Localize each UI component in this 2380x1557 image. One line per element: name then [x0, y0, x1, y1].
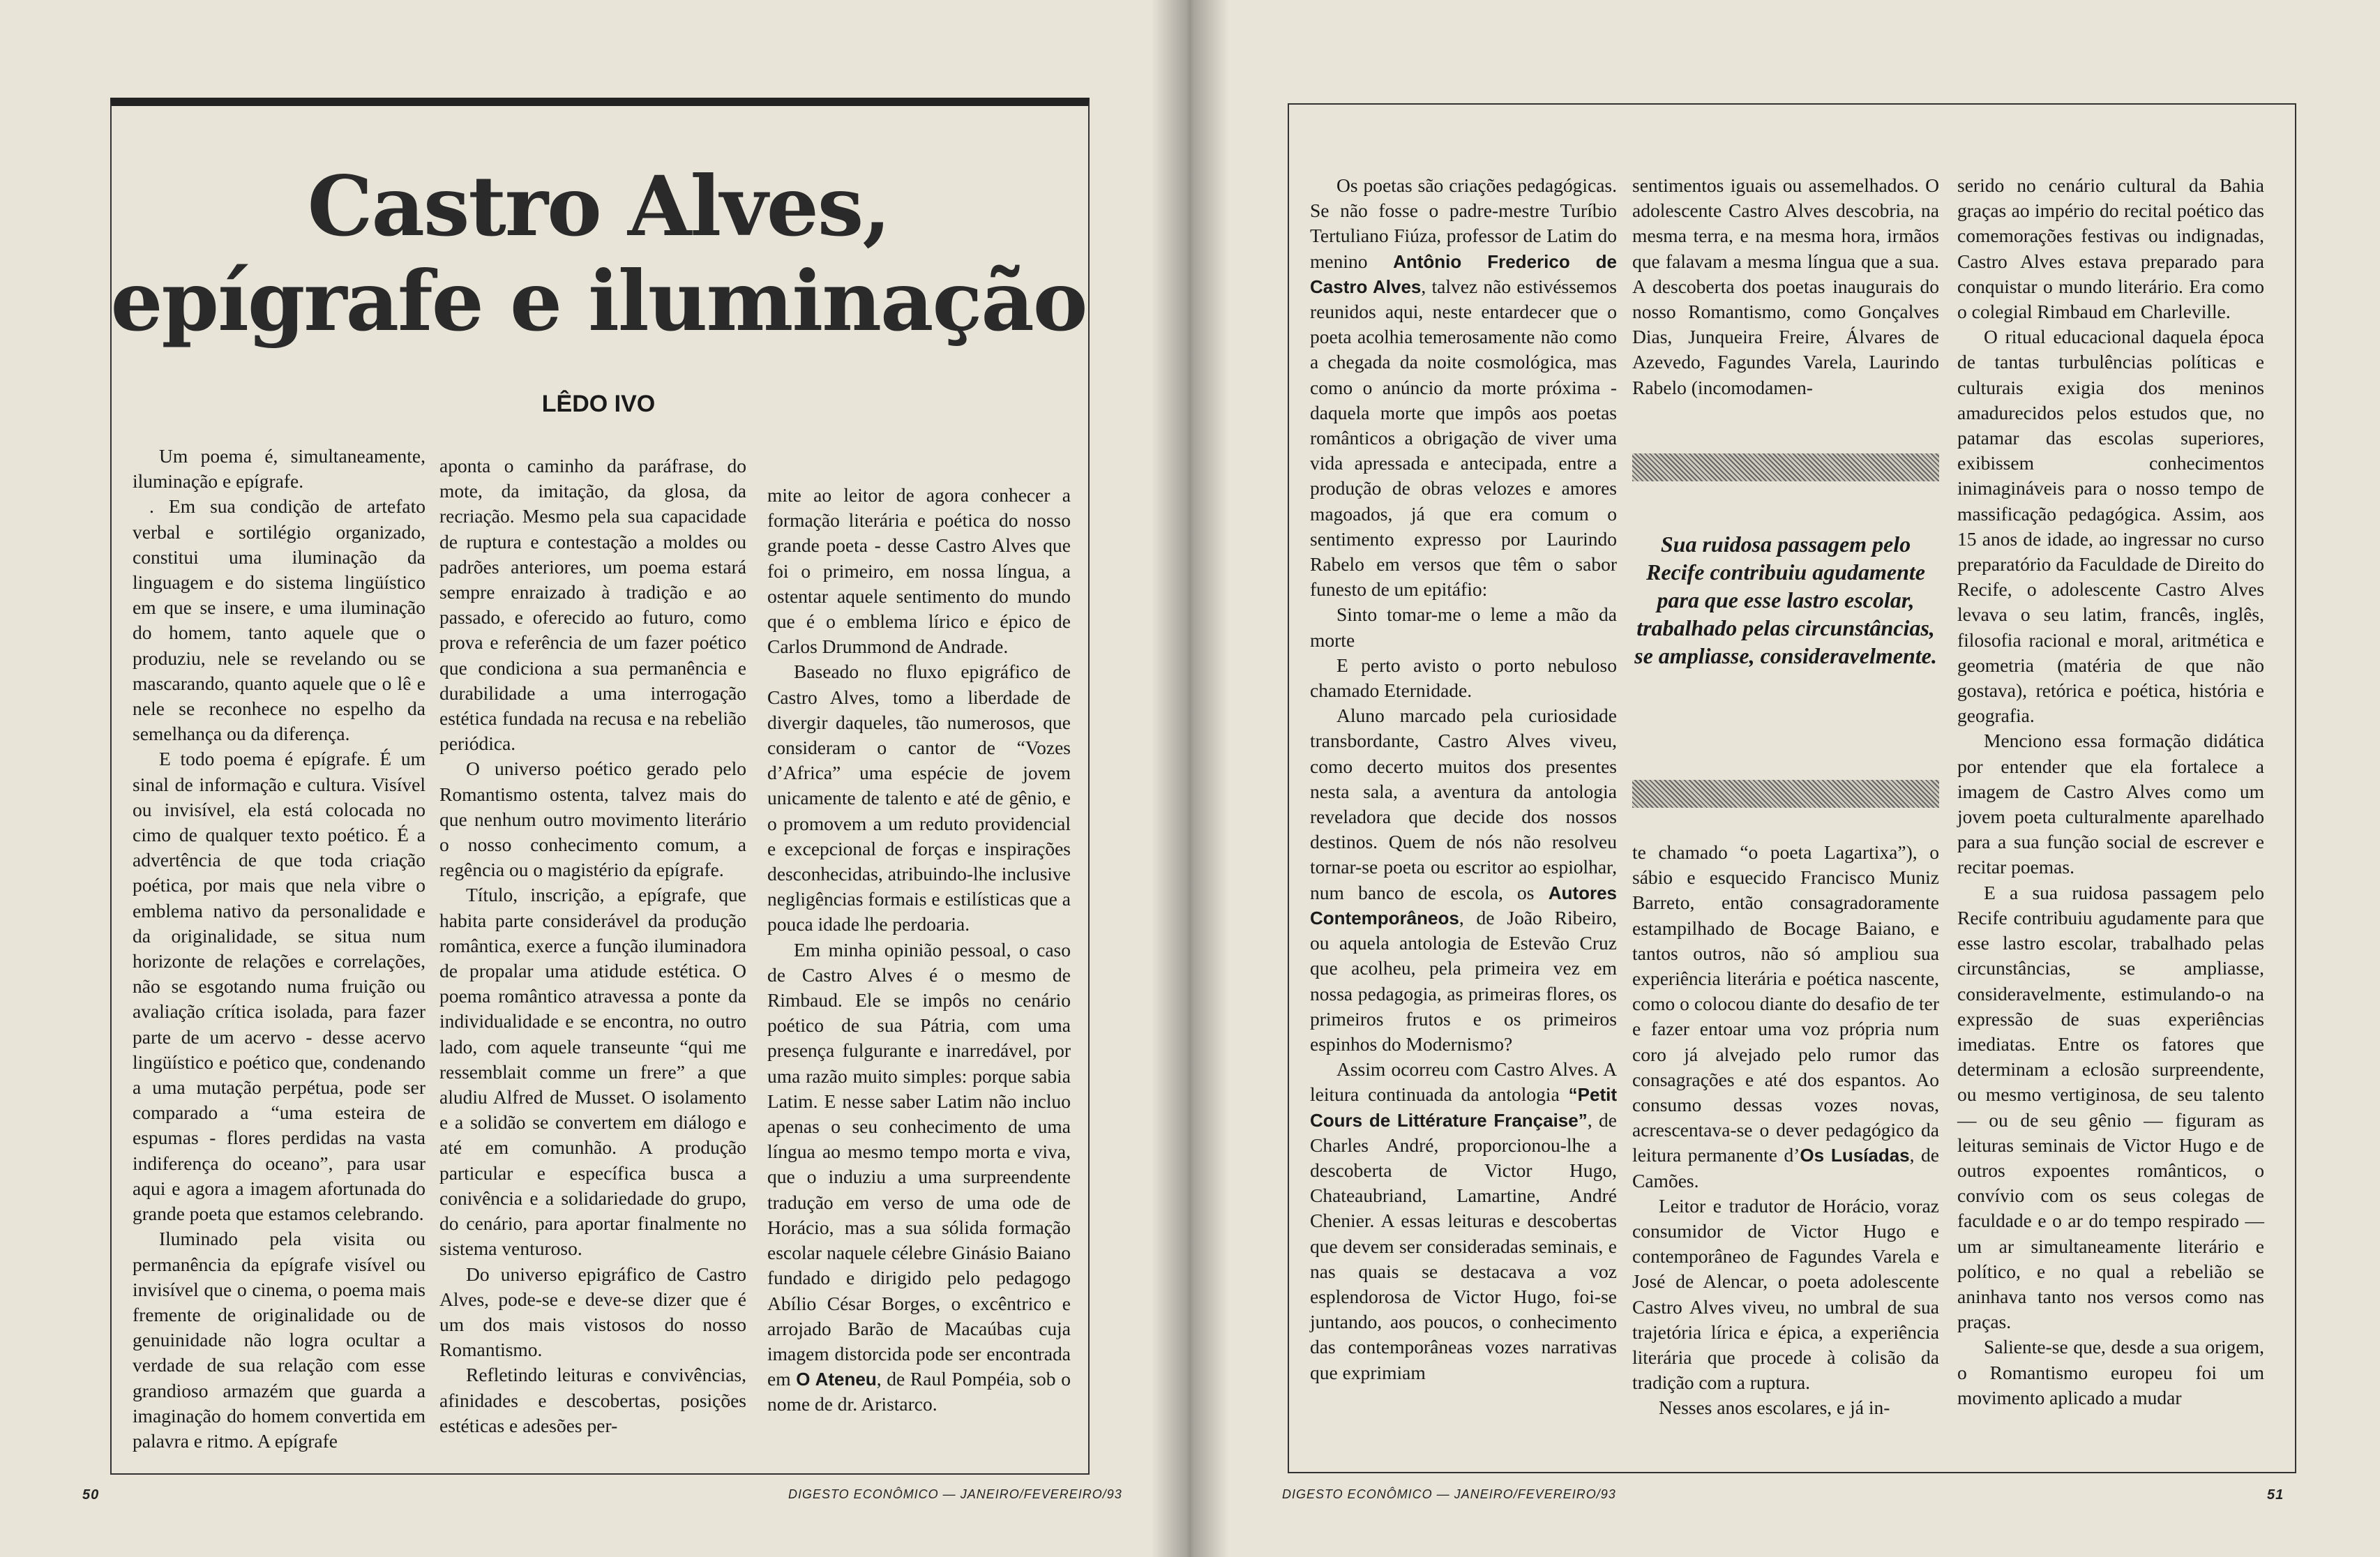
- paragraph: Nesses anos escolares, e já in-: [1659, 1397, 1890, 1419]
- paragraph: sentimentos iguais ou assemelhados. O adolescente Castro Alves descobria, na mesma terra, e na mesma hora, irmãos que falavam a mesma língua que a sua. A descoberta dos poetas inaugurais do nosso Romantismo, como Gonçalves Dias, Junqueira Freire, Álvares de Azevedo, Fagundes Varela, Laurindo Rabelo (incomodamen-: [1632, 174, 1939, 398]
- paragraph: [1632, 840, 1939, 1194]
- paragraph: Título, inscrição, a epígrafe, que habita parte considerável da produção romântica, exerce a função iluminadora de propalar uma atidude estética. O poema romântico atravessa a ponte da individualidade e se encontra, no outro lado, com aquele transeunte “qui me ressemblait comme un frere” a que aludiu Alfred de Musset. O isolamento e a solidão se convertem em diálogo e até em comunhão. A produção particular e específica busca a conivência e a solidariedade do grupo, do cenário, para aportar finalmente no sistema venturoso.: [439, 884, 746, 1260]
- title-line-2: epígrafe e iluminação: [110, 253, 1087, 349]
- paragraph: Refletindo leituras e convivências, afinidades e descobertas, posições estéticas e adesões per-: [439, 1364, 746, 1436]
- text-run: , de Charles André, proporcionou-lhe a descoberta de Victor Hugo, Chateaubriand, Lamartine, André Chenier. A essas leituras e descobertas que devem ser consideradas seminais, e nas quais se destacava a voz esplendorosa de Victor Hugo, foi-se juntando, aos poucos, o conhecimento das contemporâneas vozes narrativas que exprimiam: [1310, 1108, 1617, 1383]
- text-run: , de João Ribeiro, ou aquela antologia de Estevão Cruz que acolheu, pela primeira vez em nossa pedagogia, as primeiras flores, os primeiros frutos e os primeiros espinhos do Modernismo?: [1310, 906, 1617, 1055]
- paragraph: mite ao leitor de agora conhecer a formação literária e poética do nosso grande poeta - desse Castro Alves que foi o primeiro, em nossa língua, a ostentar aquele sentimento do mundo que é o emblema lírico e épico de Carlos Drummond de Andrade.: [767, 484, 1071, 658]
- page-number-left: 50: [82, 1487, 100, 1503]
- verse-line: Sinto tomar-me o leme a mão da morte: [1310, 603, 1617, 651]
- paragraph: . Em sua condição de artefato verbal e sortilégio organizado, constitui uma iluminação da linguagem e do sistema lingüístico em que se insere, e uma iluminação do homem, tanto aquele que o produziu, nele se revelando ou se mascarando, quanto aquele que o lê e nele se reconhece no espelho da semelhança ou da diferença.: [133, 495, 425, 745]
- left-column-1: [133, 444, 425, 1454]
- paragraph: Saliente-se que, desde a sua origem, o Romantismo europeu foi um movimento aplicado a mudar: [1957, 1336, 2264, 1408]
- text-run: Assim ocorreu com Castro Alves. A leitura continuada da antologia: [1310, 1058, 1617, 1106]
- text-run: te chamado “o poeta Lagartixa”), o sábio e esquecido Francisco Muniz Barreto, então consagradoramente estampilhado de Bocage Baiano, e tantos outros, não só ampliou sua experiência literária e poética nascente, como o colocou diante do desafio de ter e fazer entoar uma voz própria num coro já alvejado pelo rumor das consagrações e até dos espantos. Ao consumo dessas vozes novas, acrescentava-se o dever pedagógico da leitura permanente d’: [1632, 841, 1939, 1166]
- book-title: O Ateneu: [796, 1369, 877, 1390]
- book-title: Autores Contemporâneos: [1310, 882, 1618, 928]
- text-run: Aluno marcado pela curiosidade transbordante, Castro Alves viveu, como decerto muitos dos presentes nesta sala, a aventura da antologia reveladora que decide dos nossos destinos. Quem de nós não resolveu tornar-se poeta ou escritor ao espiolhar, num banco de escola, os: [1310, 705, 1617, 903]
- title-line-1: Castro Alves,: [307, 158, 890, 255]
- text-run: Os poetas são criações pedagógicas. Se não fosse o padre-mestre Turíbio Tertuliano Fiúza, professor de Latim do menino: [1310, 174, 1617, 272]
- book-title: “Petit Cours de Littérature Française”: [1310, 1084, 1617, 1131]
- right-column-3: [1957, 173, 2264, 1411]
- pull-quote-text: Sua ruidosa passagem pelo Recife contribuiu agudamente para que esse lastro escolar, trabalhado pelas circunstâncias, se ampliasse, consideravelmente.: [1634, 532, 1937, 668]
- paragraph: [1310, 173, 1617, 602]
- verse-line: E perto avisto o porto nebuloso chamado Eternidade.: [1310, 654, 1617, 702]
- article-title: [110, 159, 1087, 349]
- book-title: Os Lusíadas: [1800, 1145, 1910, 1166]
- left-column-3: [767, 483, 1071, 1417]
- book-gutter-shadow: [1151, 0, 1229, 1557]
- left-column-2: [439, 453, 746, 1438]
- paragraph: Baseado no fluxo epigráfico de Castro Alves, tomo a liberdade de divergir daqueles, tão numerosos, que consideram o cantor de “Vozes d’Africa” uma espécie de jovem unicamente de talento e até de gênio, e o promovem a um reduto providencial e excepcional de forças e inspirações desconhecidas, atribuindo-lhe inclusive negligências formais e estilísticas que a pouca idade lhe perdoaria.: [767, 661, 1071, 935]
- paragraph: O universo poético gerado pelo Romantismo ostenta, talvez mais do que nenhum outro movimento literário o nosso conhecimento comum, a regência ou o magistério da epígrafe.: [439, 758, 746, 881]
- pull-quote-bottom-bar: [1632, 780, 1939, 808]
- right-column-2-bottom: [1632, 840, 1939, 1421]
- footer-left: DIGESTO ECONÔMICO — JANEIRO/FEVEREIRO/93: [788, 1487, 1122, 1501]
- footer-right: DIGESTO ECONÔMICO — JANEIRO/FEVEREIRO/93: [1282, 1487, 1616, 1501]
- right-column-1: [1310, 173, 1617, 1385]
- paragraph: E todo poema é epígrafe. É um sinal de informação e cultura. Visível ou invisível, ela está colocada no cimo de qualquer texto poético. É a advertência de que toda criação poética, por mais que nela vibre o emblema nativo da personalidade e da originalidade, se situa num horizonte de relações e correlações, não se esgotando numa fruição ou avaliação crítica isolada, para fazer parte de um acervo - desse acervo lingüístico e poético que, condenando a uma mutação perpétua, pode ser comparado a “uma esteira de espumas - flores perdidas na vasta indiferença do oceano”, para usar aqui e agora a imagem afortunada do grande poeta que estamos celebrando.: [133, 748, 425, 1225]
- paragraph: aponta o caminho da paráfrase, do mote, da imitação, da glosa, da recriação. Mesmo pela sua capacidade de ruptura e contestação a moldes ou padrões anteriores, um poema estará sempre enraizado à tradição e ao passado, e oferecido ao futuro, como prova e referência de um fazer poético que condiciona a sua permanência e durabilidade a uma interrogação estética fundada na recusa e na rebelião periódica.: [439, 455, 746, 755]
- paragraph: E a sua ruidosa passagem pelo Recife contribuiu agudamente para que esse lastro escolar, trabalhado pelas circunstâncias, se ampliasse, consideravelmente, estimulando-o na expressão de suas experiências imediatas. Entre os fatores que determinam a eclosão surpreendente, ou mesmo vertiginosa, de seu talento — ou de seu gênio — figuram as leituras seminais de Victor Hugo e de outros expoentes românticos, o convívio com os seus colegas de faculdade e o ar do tempo respirado — um ar simultaneamente literário e político, e no qual a rebelião se aninhava tanto nos versos como nas praças.: [1957, 881, 2264, 1333]
- paragraph: Iluminado pela visita ou permanência da epígrafe visível ou invisível que o cinema, o poema mais fremente de originalidade ou de genuinidade não logra ocultar a verdade de sua relação com esse grandioso armazém que guarda a imaginação do homem convertida em palavra e ritmo. A epígrafe: [133, 1228, 425, 1452]
- page-number-right: 51: [2267, 1487, 2284, 1503]
- paragraph: [1310, 703, 1617, 1057]
- paragraph: Leitor e tradutor de Horácio, voraz consumidor de Victor Hugo e contemporâneo de Fagundes Varela e José de Alencar, o poeta adolescente Castro Alves viveu, no umbral de sua trajetória lírica e épica, a experiência literária que procede à colisão da tradição com a ruptura.: [1632, 1194, 1939, 1394]
- text-run: , de Raul Pompéia, sob o nome de dr. Aristarco.: [767, 1368, 1071, 1415]
- paragraph: Do universo epigráfico de Castro Alves, pode-se e deve-se dizer que é um dos mais vistosos do nosso Romantismo.: [439, 1263, 746, 1361]
- paragraph: O ritual educacional daquela época de tantas turbulências políticas e culturais exigia dos meninos amadurecidos pelos estudos que, no patamar das escolas superiores, exibissem conhecimentos inimagináveis para o nosso tempo de massificação pedagógica. Assim, aos 15 anos de idade, ao ingressar no curso preparatório da Faculdade de Direito do Recife, o adolescente Castro Alves levava o seu latim, francês, inglês, filosofia racional e moral, aritmética e geometria (matéria de que não gostava), retórica e poética, história e geografia.: [1957, 326, 2264, 727]
- bold-name: Antônio Frederico de Castro Alves: [1310, 250, 1617, 297]
- pull-quote: [1632, 453, 1939, 816]
- right-column-2-top: [1632, 173, 1939, 400]
- text-run: , de Camões.: [1632, 1144, 1939, 1191]
- paragraph: [767, 938, 1071, 1417]
- paragraph: serido no cenário cultural da Bahia graças ao império do recital poético das comemorações festivas ou indignadas, Castro Alves estava preparado para conquistar o mundo literário. Era como o colegial Rimbaud em Charleville.: [1957, 174, 2264, 323]
- paragraph: Menciono essa formação didática por entender que ela fortalece a imagem de Castro Alves como um jovem poeta culturalmente aparelhado para a sua função social de escrever e recitar poemas.: [1957, 730, 2264, 878]
- paragraph: Um poema é, simultaneamente, iluminação e epígrafe.: [133, 445, 425, 492]
- author-byline: LÊDO IVO: [541, 391, 656, 417]
- text-run: Em minha opinião pessoal, o caso de Castro Alves é o mesmo de Rimbaud. Ele se impôs no cenário poético de sua Pátria, com uma presença fulgurante e inarredável, por uma razão muito simples: porque sabia Latim. E nesse saber Latim não incluo apenas o seu conhecimento de uma língua ao mesmo tempo morta e viva, que o induziu a uma surpreendente tradução em verso de uma ode de Horácio, mas a sua sólida formação escolar naquele célebre Ginásio Baiano fundado e dirigido pelo pedagogo Abílio César Borges, o excêntrico e arrojado Barão de Macaúbas cuja imagem distorcida pode ser encontrada em: [767, 938, 1071, 1390]
- pull-quote-top-bar: [1632, 453, 1939, 481]
- paragraph: [1310, 1057, 1617, 1385]
- text-run: , talvez não estivéssemos reunidos aqui, neste entardecer que o poeta acolhia temerosamente não como a chegada da noite cosmológica, mas como o anúncio da morte próxima - daquela morte que impôs aos poetas românticos a obrigação de viver uma vida apressada e antecipada, entre a produção de obras velozes e amores magoados, já que era comum o sentimento expresso por Laurindo Rabelo em versos que têm o sabor funesto de um epitáfio:: [1310, 275, 1618, 601]
